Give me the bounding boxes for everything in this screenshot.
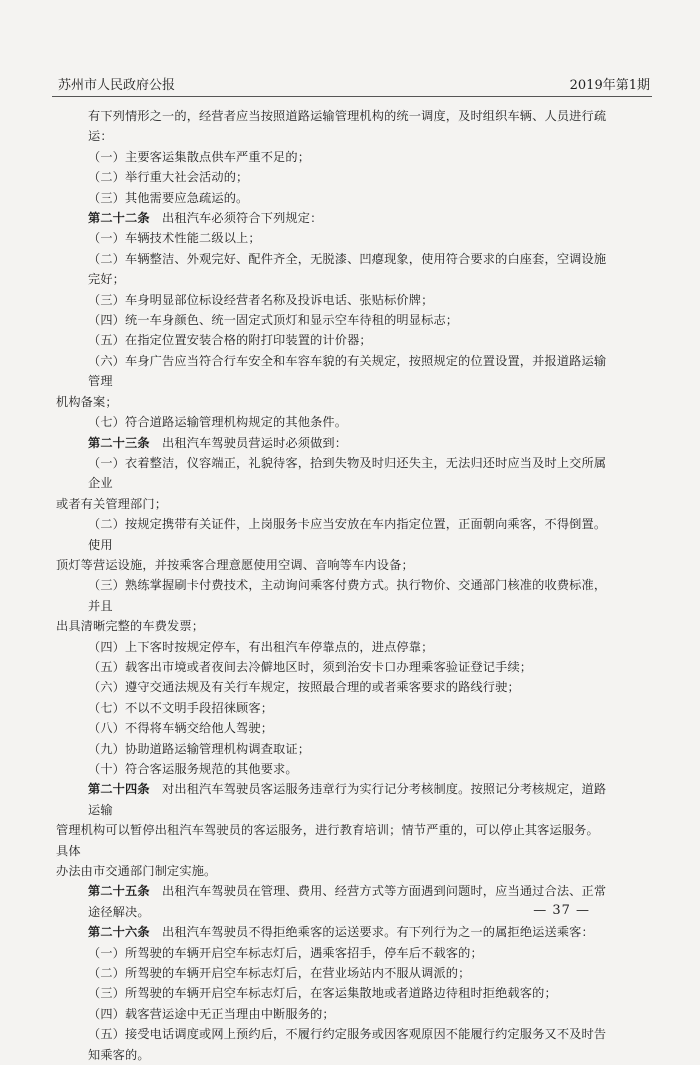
text-line (88, 575, 608, 616)
article-number: 第二十六条 (88, 925, 150, 940)
article-paragraph (88, 881, 608, 922)
text-line (88, 106, 608, 147)
article-number: 第二十三条 (88, 435, 150, 450)
line-text: （一）主要客运集散点供车严重不足的； (88, 149, 311, 164)
line-text: 对出租汽车驾驶员客运服务违章行为实行记分考核制度。按照记分考核规定，道路运输 (88, 782, 607, 817)
text-line (88, 147, 608, 167)
text-line (88, 1004, 608, 1024)
line-text: （二）车辆整洁、外观完好、配件齐全，无脱漆、凹瘪现象，使用符合要求的白座套，空调设施完好； (88, 251, 607, 287)
line-text: （一）衣着整洁，仪容端正，礼貌待客，拾到失物及时归还失主，无法归还时应当及时上交所属企业 (88, 455, 607, 491)
line-text: （一）车辆技术性能二级以上； (88, 231, 261, 246)
article-number: 第二十二条 (88, 211, 150, 226)
article-paragraph (88, 779, 608, 820)
line-text: （五）在指定位置安装合格的附打印装置的计价器； (88, 333, 372, 348)
text-line (56, 494, 608, 514)
text-line (88, 718, 608, 738)
line-text: （五）接受电话调度或网上预约后，不履行约定服务或因客观原因不能履行约定服务又不及时告知乘客的。 (88, 1027, 607, 1062)
publication-title: 苏州市人民政府公报 (58, 78, 176, 93)
article-number: 第二十四条 (88, 782, 150, 797)
text-line (88, 228, 608, 248)
line-text: （三）所驾驶的车辆开启空车标志灯后，在客运集散地或者道路边待租时拒绝载客的； (88, 986, 557, 1001)
line-text: （七）不以不文明手段招徕顾客； (88, 700, 274, 715)
line-text: （五）载客出市境或者夜间去冷僻地区时，须到治安卡口办理乘客验证登记手续； (88, 659, 533, 674)
text-line (56, 392, 608, 412)
article-paragraph (88, 922, 608, 942)
text-line (56, 555, 608, 575)
article-paragraph (88, 208, 608, 228)
text-line (88, 310, 608, 330)
text-line (88, 739, 608, 759)
text-line (88, 698, 608, 718)
text-line (56, 861, 608, 881)
line-text: （四）统一车身颜色、统一固定式顶灯和显示空车待租的明显标志； (88, 313, 459, 328)
text-line (88, 351, 608, 392)
line-text: （六）车身广告应当符合行车安全和车容车貌的有关规定，按照规定的位置设置，并报道路运输管理 (88, 353, 607, 389)
line-text: （四）载客营运途中无正当理由中断服务的； (88, 1006, 335, 1021)
header-divider (52, 96, 652, 97)
line-text: 机构备案； (56, 394, 118, 409)
text-line (88, 330, 608, 350)
line-text: 出租汽车驾驶员不得拒绝乘客的运送要求。有下列行为之一的属拒绝运送乘客： (162, 925, 594, 940)
line-text: （二）所驾驶的车辆开启空车标志灯后，在营业场站内不服从调派的； (88, 966, 471, 981)
line-text: （三）车身明显部位标设经营者名称及投诉电话、张贴标价牌； (88, 292, 434, 307)
page-header (52, 72, 650, 94)
text-line (88, 1024, 608, 1065)
line-text: （七）符合道路运输管理机构规定的其他条件。 (88, 415, 348, 430)
issue-number: 2019年第1期 (569, 78, 650, 93)
text-line (88, 657, 608, 677)
text-line (88, 983, 608, 1003)
text-line (88, 637, 608, 657)
text-line (88, 188, 608, 208)
text-line (88, 249, 608, 290)
text-line (56, 820, 608, 861)
line-text: （二）按规定携带有关证件，上岗服务卡应当安放在车内指定位置，正面朝向乘客，不得倒置。使用 (88, 517, 607, 552)
line-text: （九）协助道路运输管理机构调查取证； (88, 741, 311, 756)
text-line (56, 616, 608, 636)
text-line (88, 453, 608, 494)
text-line (88, 290, 608, 310)
line-text: 出租汽车必须符合下列规定： (162, 211, 323, 226)
line-text: （八）不得将车辆交给他人驾驶； (88, 721, 274, 736)
article-paragraph (88, 433, 608, 453)
line-text: （二）举行重大社会活动的； (88, 170, 249, 185)
line-text: 管理机构可以暂停出租汽车驾驶员的客运服务，进行教育培训；情节严重的，可以停止其客运服务。具体 (56, 823, 599, 858)
line-text: 或者有关管理部门； (56, 496, 168, 511)
article-number: 第二十五条 (88, 884, 150, 899)
line-text: 出租汽车驾驶员营运时必须做到： (162, 435, 348, 450)
text-line (88, 759, 608, 779)
line-text: 出具清晰完整的车费发票； (56, 619, 205, 634)
line-text: （一）所驾驶的车辆开启空车标志灯后，遇乘客招手，停车后不载客的； (88, 945, 483, 960)
page-number: — 37 — (533, 903, 590, 918)
document-body (56, 106, 608, 1065)
text-line (88, 963, 608, 983)
text-line (88, 514, 608, 555)
text-line (88, 677, 608, 697)
line-text: （三）熟练掌握刷卡付费技术，主动询问乘客付费方式。执行物价、交通部门核准的收费标准，并且 (88, 578, 607, 613)
line-text: （十）符合客运服务规范的其他要求。 (88, 762, 298, 776)
text-line (88, 167, 608, 187)
line-text: 办法由市交通部门制定实施。 (56, 864, 217, 879)
line-text: （六）遵守交通法规及有关行车规定，按照最合理的或者乘客要求的路线行驶； (88, 680, 520, 695)
line-text: 顶灯等营运设施，并按乘客合理意愿使用空调、音响等车内设备； (56, 557, 414, 572)
line-text: 出租汽车驾驶员在管理、费用、经营方式等方面遇到问题时，应当通过合法、正常途径解决。 (88, 884, 607, 919)
line-text: 有下列情形之一的，经营者应当按照道路运输管理机构的统一调度，及时组织车辆、人员进行疏运： (88, 109, 607, 144)
line-text: （三）其他需要应急疏运的。 (88, 190, 249, 205)
text-line (88, 943, 608, 963)
text-line (88, 412, 608, 432)
line-text: （四）上下客时按规定停车，有出租汽车停靠点的，进点停靠； (88, 639, 434, 654)
